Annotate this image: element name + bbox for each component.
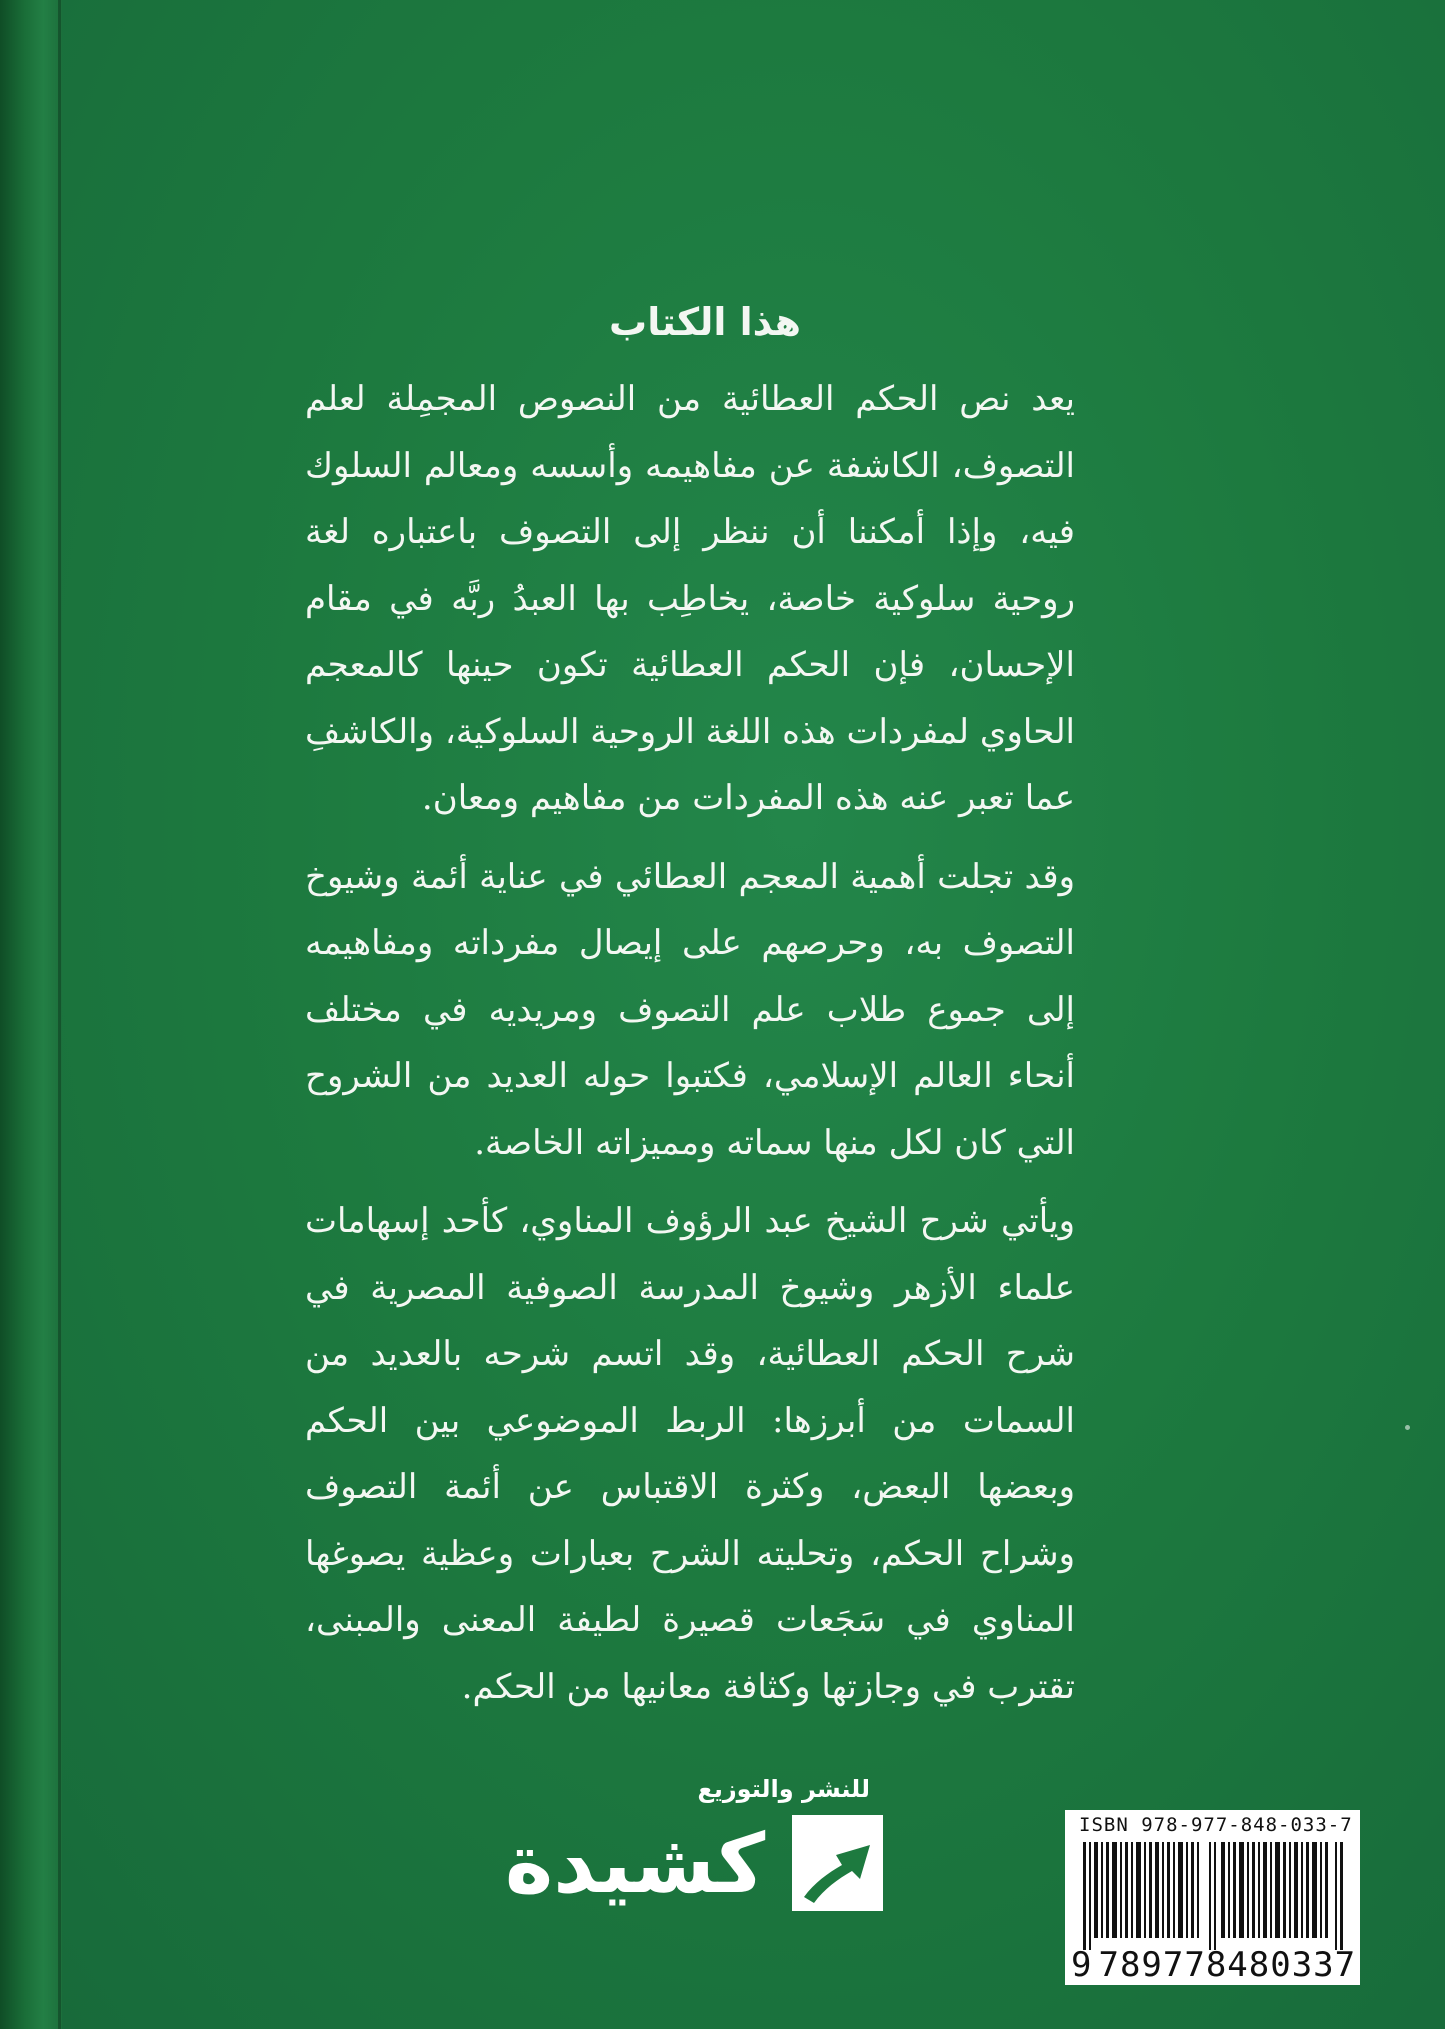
publisher-name: كشيدة	[504, 1817, 766, 1912]
isbn-barcode	[1065, 1810, 1360, 1985]
blurb-paragraph-2: وقد تجلت أهمية المعجم العطائي في عناية أئمة وشيوخ التصوف به، وحرصهم على إيصال مفرداته ومفاهيمه إلى جموع طلاب علم التصوف ومريديه في مختلف أنحاء العالم الإسلامي، فكتبوا حوله العديد من الشروح التي كان لكل منها سماته ومميزاته الخاصة.	[305, 856, 1075, 1163]
publisher-tagline: للنشر والتوزيع	[697, 1775, 870, 1803]
barcode-digits	[1071, 1945, 1355, 1985]
barcode-bars	[1083, 1842, 1345, 1950]
blurb-paragraph-3: ويأتي شرح الشيخ عبد الرؤوف المناوي، كأحد إسهامات علماء الأزهر وشيوخ المدرسة الصوفية المصرية في شرح الحكم العطائية، وقد اتسم شرحه بالعديد من السمات من أبرزها: الربط الموضوعي بين الحكم وبعضها البعض، وكثرة الاقتباس عن أئمة التصوف وشراح الحكم، وتحليته الشرح بعبارات وعظية يصوغها المناوي في سَجَعات قصيرة لطيفة المعنى والمبنى، تقترب في وجازتها وكثافة معانيها من الحكم.	[305, 1201, 1075, 1707]
book-spine-edge	[0, 0, 62, 2029]
arrow-up-right-icon	[790, 1813, 885, 1913]
barcode-first-digit: 9	[1071, 1945, 1093, 1985]
cover-scuff-mark	[1405, 1425, 1410, 1430]
blurb-text-block	[305, 300, 1075, 1732]
publisher-logo	[480, 1775, 890, 1945]
isbn-label: ISBN 978-977-848-033-7	[1079, 1814, 1353, 1836]
blurb-heading: هذا الكتاب	[609, 300, 801, 344]
spine-hinge-line	[58, 0, 61, 2029]
barcode-number: 789778480337	[1098, 1945, 1357, 1985]
blurb-paragraph-1: يعد نص الحكم العطائية من النصوص المجمِلة لعلم التصوف، الكاشفة عن مفاهيمه وأسسه ومعالم السلوك فيه، وإذا أمكننا أن ننظر إلى التصوف باعتباره لغة روحية سلوكية خاصة، يخاطِب بها العبدُ ربَّه في مقام الإحسان، فإن الحكم العطائية تكون حينها كالمعجم الحاوي لمفردات هذه اللغة الروحية السلوكية، والكاشفِ عما تعبر عنه هذه المفردات من مفاهيم ومعان.	[305, 379, 1075, 818]
